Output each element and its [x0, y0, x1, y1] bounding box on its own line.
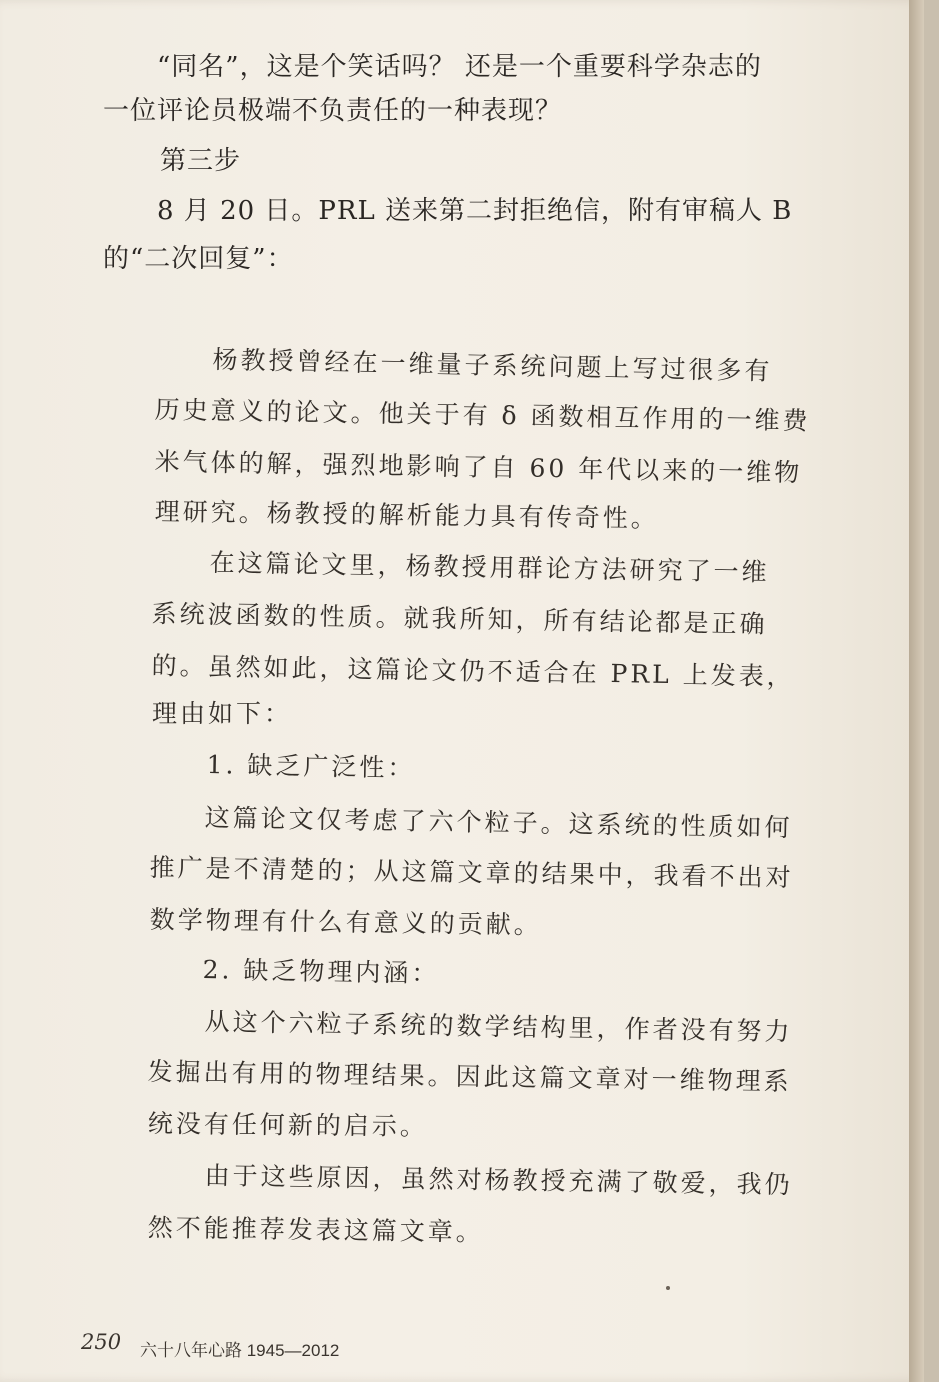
list-heading-2: 2. 缺乏物理内涵： [202, 954, 440, 989]
section-heading: 第三步 [160, 146, 242, 176]
intro-line-1: “同名”，这是个笑话吗？ 还是一个重要科学杂志的 [157, 52, 762, 82]
quote-line: 杨教授曾经在一维量子系统问题上写过很多有 [212, 344, 773, 386]
quote-line: 的。虽然如此，这篇论文仍不适合在 PRL 上发表， [151, 650, 795, 692]
quote-line: 米气体的解，强烈地影响了自 60 年代以来的一维物 [154, 446, 803, 488]
quote-line: 从这个六粒子系统的数学结构里，作者没有努力 [204, 1006, 793, 1047]
quote-line: 在这篇论文里，杨教授用群论方法研究了一维 [209, 547, 770, 587]
intro-line-3: 8 月 20 日。PRL 送来第二封拒绝信，附有审稿人 B [157, 196, 793, 226]
list-heading-1: 1. 缺乏广泛性： [206, 749, 416, 783]
quote-line: 统没有任何新的启示。 [147, 1108, 428, 1141]
intro-line-4: 的“二次回复”： [103, 244, 294, 274]
running-footer: 六十八年心路 1945—2012 [140, 1341, 340, 1360]
ink-dot [666, 1286, 670, 1290]
quote-line: 推广是不清楚的；从这篇文章的结果中，我看不出对 [149, 852, 794, 893]
quote-line: 由于这些原因，虽然对杨教授充满了敬爱，我仍 [204, 1160, 793, 1200]
quote-line: 理由如下： [152, 699, 293, 728]
page-number: 250 [81, 1330, 122, 1354]
quote-line: 发掘出有用的物理结果。因此这篇文章对一维物理系 [147, 1056, 792, 1097]
quote-line: 然不能推荐发表这篇文章。 [147, 1212, 484, 1247]
quote-line: 系统波函数的性质。就我所知，所有结论都是正确 [151, 598, 768, 639]
page-edge [909, 0, 924, 1382]
quote-line: 历史意义的论文。他关于有 δ 函数相互作用的一维费 [154, 394, 811, 436]
intro-line-2: 一位评论员极端不负责任的一种表现？ [103, 96, 563, 126]
quote-line: 这篇论文仅考虑了六个粒子。这系统的性质如何 [204, 802, 793, 843]
quote-line: 理研究。杨教授的解析能力具有传奇性。 [154, 496, 659, 534]
quote-line: 数学物理有什么有意义的贡献。 [149, 904, 542, 940]
